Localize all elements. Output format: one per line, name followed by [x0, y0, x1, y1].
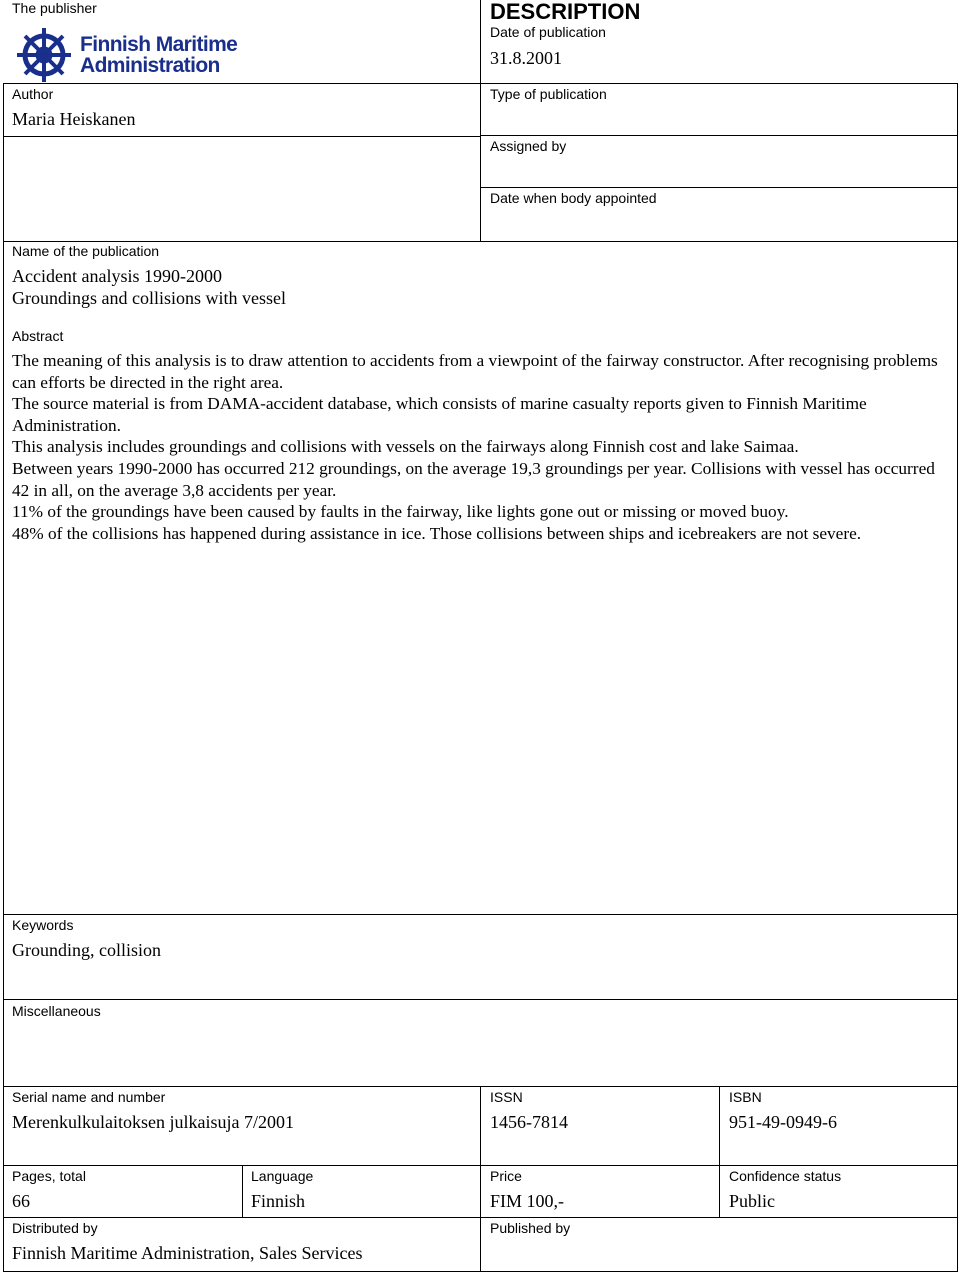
language-label: Language	[251, 1168, 314, 1184]
divider-header-right	[480, 0, 481, 241]
price-value: FIM 100,-	[490, 1191, 565, 1211]
divider-language	[242, 1165, 243, 1217]
logo-text-line1: Finnish Maritime	[80, 33, 238, 56]
abstract-paragraph: The meaning of this analysis is to draw attention to accidents from a viewpoint of the fairway constructor. After recognising problems can efforts be directed in the right area.	[12, 351, 938, 392]
logo-wordmark	[80, 34, 237, 76]
divider-distributed	[3, 1217, 958, 1218]
logo-text-line2: Administration	[80, 54, 220, 77]
price-label: Price	[490, 1168, 522, 1184]
issn-label: ISSN	[490, 1089, 523, 1105]
distributed-value: Finnish Maritime Administration, Sales Services	[12, 1243, 363, 1263]
pages-label: Pages, total	[12, 1168, 86, 1184]
assigned-label: Assigned by	[490, 138, 567, 154]
date-value: 31.8.2001	[490, 48, 562, 68]
abstract-label: Abstract	[12, 328, 64, 344]
publisher-logo	[14, 26, 240, 84]
author-value: Maria Heiskanen	[12, 109, 136, 129]
type-label: Type of publication	[490, 86, 607, 102]
confidence-label: Confidence status	[729, 1168, 842, 1184]
abstract-body	[12, 350, 952, 544]
keywords-label: Keywords	[12, 917, 74, 933]
distributed-label: Distributed by	[12, 1220, 98, 1236]
abstract-paragraph: 48% of the collisions has happened during assistance in ice. Those collisions between ships and icebreakers are not severe.	[12, 523, 862, 543]
divider-keywords	[3, 914, 958, 915]
language-value: Finnish	[251, 1191, 306, 1211]
publication-name-line1: Accident analysis 1990-2000	[12, 266, 222, 286]
publisher-label: The publisher	[12, 0, 97, 16]
divider-name	[3, 241, 958, 242]
document-heading: DESCRIPTION	[490, 0, 641, 24]
miscellaneous-label: Miscellaneous	[12, 1003, 101, 1019]
serial-label: Serial name and number	[12, 1089, 166, 1105]
abstract-paragraph: Between years 1990-2000 has occurred 212 groundings, on the average 19,3 groundings per year. Collisions with vessel has occurred 42 in all, on the average 3,8 accidents per year.	[12, 458, 935, 500]
serial-value: Merenkulkulaitoksen julkaisuja 7/2001	[12, 1112, 294, 1132]
appointed-label: Date when body appointed	[490, 190, 657, 206]
abstract-paragraph: 11% of the groundings have been caused by faults in the fairway, like lights gone out or missing or moved buoy.	[12, 502, 789, 522]
confidence-value: Public	[729, 1191, 776, 1211]
date-label: Date of publication	[490, 24, 606, 40]
divider-pages	[3, 1165, 958, 1166]
abstract-paragraph: The source material is from DAMA-accident database, which consists of marine casualty reports given to Finnish Maritime Administration.	[12, 394, 867, 435]
issn-value: 1456-7814	[490, 1112, 568, 1132]
divider-type	[480, 135, 958, 136]
divider-issn	[480, 1086, 481, 1272]
isbn-value: 951-49-0949-6	[729, 1112, 837, 1132]
divider-author	[3, 136, 481, 137]
keywords-value: Grounding, collision	[12, 940, 161, 960]
abstract-paragraph: This analysis includes groundings and collisions with vessels on the fairways along Finnish cost and lake Saimaa.	[12, 437, 799, 457]
pages-value: 66	[12, 1191, 30, 1211]
isbn-label: ISBN	[729, 1089, 762, 1105]
divider-misc	[3, 999, 958, 1000]
ship-wheel-icon	[14, 26, 74, 84]
divider-assigned	[480, 187, 958, 188]
author-label: Author	[12, 86, 54, 102]
published-label: Published by	[490, 1220, 571, 1236]
publication-name-line2: Groundings and collisions with vessel	[12, 288, 286, 308]
divider-isbn	[719, 1086, 720, 1217]
publication-name-label: Name of the publication	[12, 243, 160, 259]
